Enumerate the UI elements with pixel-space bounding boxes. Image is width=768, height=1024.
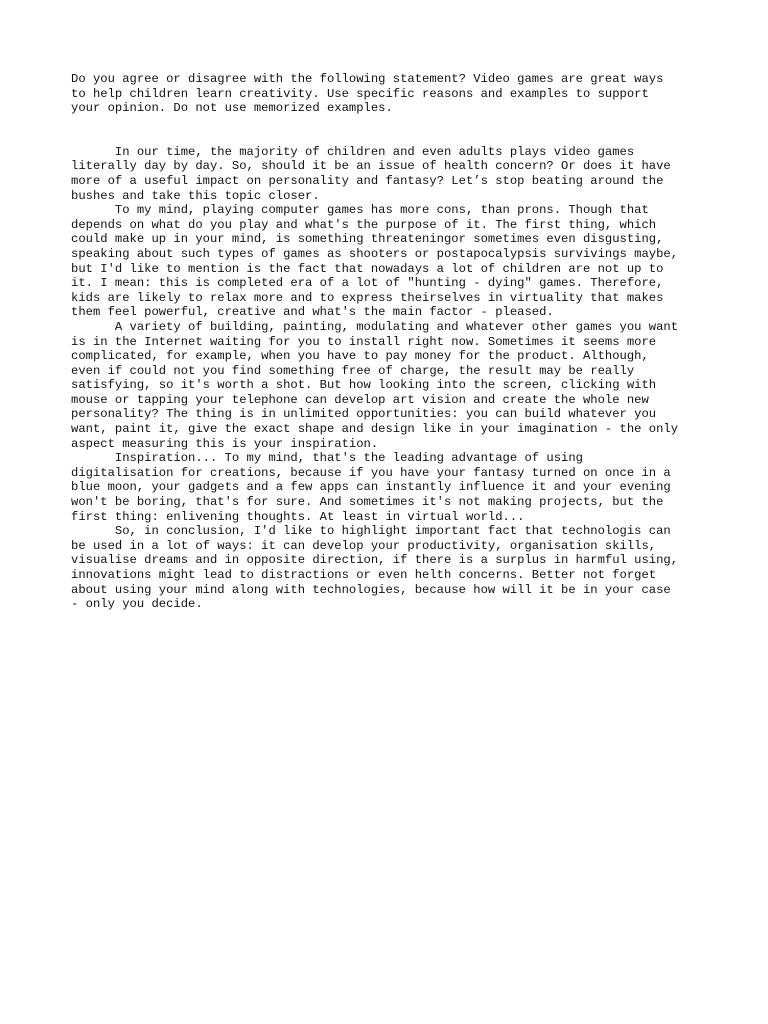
essay-line: - only you decide. xyxy=(71,597,203,612)
essay-line: aspect measuring this is your inspiration. xyxy=(71,436,379,451)
essay-line: mouse or tapping your telephone can develop art vision and create the whole new xyxy=(71,392,649,407)
essay-line: more of a useful impact on personality and fantasy? Let’s stop beating around the xyxy=(71,173,664,188)
essay-line: bushes and take this topic closer. xyxy=(71,188,320,203)
essay-line: about using your mind along with technologies, because how will it be in your case xyxy=(71,582,671,597)
essay-line: it. I mean: this is completed era of a lot of "hunting - dying" games. Therefore, xyxy=(71,276,664,291)
essay-line: could make up in your mind, is something threateningor sometimes even disgusting, xyxy=(71,232,664,247)
essay-line: is in the Internet waiting for you to install right now. Sometimes it seems more xyxy=(71,334,657,349)
essay-line: innovations might lead to distractions or even helth concerns. Better not forget xyxy=(71,568,657,582)
essay-line: won't be boring, that's for sure. And sometimes it's not making projects, but the xyxy=(71,495,664,510)
essay-line: them feel powerful, creative and what's the main factor - pleased. xyxy=(71,305,554,320)
essay-line: depends on what do you play and what's the purpose of it. The first thing, which xyxy=(71,217,657,232)
prompt-line: Do you agree or disagree with the following statement? Video games are great ways xyxy=(71,72,664,86)
essay-line: want, paint it, give the exact shape and design like in your imagination - the only xyxy=(71,422,679,437)
essay-line: personality? The thing is in unlimited opportunities: you can build whatever you xyxy=(71,407,657,422)
essay-line: In our time, the majority of children and even adults plays video games xyxy=(71,144,635,159)
essay-line: Inspiration... To my mind, that's the leading advantage of using xyxy=(71,451,583,466)
essay-line: even if could not you find something free of charge, the result may be really xyxy=(71,363,635,378)
essay-line: kids are likely to relax more and to express theirselves in virtuality that makes xyxy=(71,290,664,305)
prompt-line: to help children learn creativity. Use specific reasons and examples to support xyxy=(71,86,649,101)
essay-line: be used in a lot of ways: it can develop your productivity, organisation skills, xyxy=(71,538,657,553)
essay-line: speaking about such types of games as shooters or postapocalypsis survivings maybe, xyxy=(71,246,679,261)
essay-line: digitalisation for creations, because if you have your fantasy turned on once in a xyxy=(71,465,671,480)
essay-line: complicated, for example, when you have to pay money for the product. Although, xyxy=(71,349,649,364)
essay-line: literally day by day. So, should it be an issue of health concern? Or does it have xyxy=(71,159,671,174)
essay-line: A variety of building, painting, modulating and whatever other games you want xyxy=(71,319,679,334)
essay-line: So, in conclusion, I'd like to highlight important fact that technologis can xyxy=(71,524,671,539)
essay-line: satisfying, so it's worth a shot. But how looking into the screen, clicking with xyxy=(71,378,657,393)
essay-prompt xyxy=(71,72,711,116)
essay-line: but I'd like to mention is the fact that nowadays a lot of children are not up to xyxy=(71,261,664,276)
essay-line: visualise dreams and in opposite direction, if there is a surplus in harmful using, xyxy=(71,553,679,568)
essay-line: blue moon, your gadgets and a few apps can instantly influence it and your evening xyxy=(71,480,671,495)
document-page xyxy=(71,72,711,612)
essay-line: first thing: enlivening thoughts. At least in virtual world... xyxy=(71,509,525,524)
essay-body xyxy=(71,145,711,612)
prompt-line: your opinion. Do not use memorized examples. xyxy=(71,101,393,116)
essay-line: To my mind, playing computer games has more cons, than prons. Though that xyxy=(71,203,649,218)
